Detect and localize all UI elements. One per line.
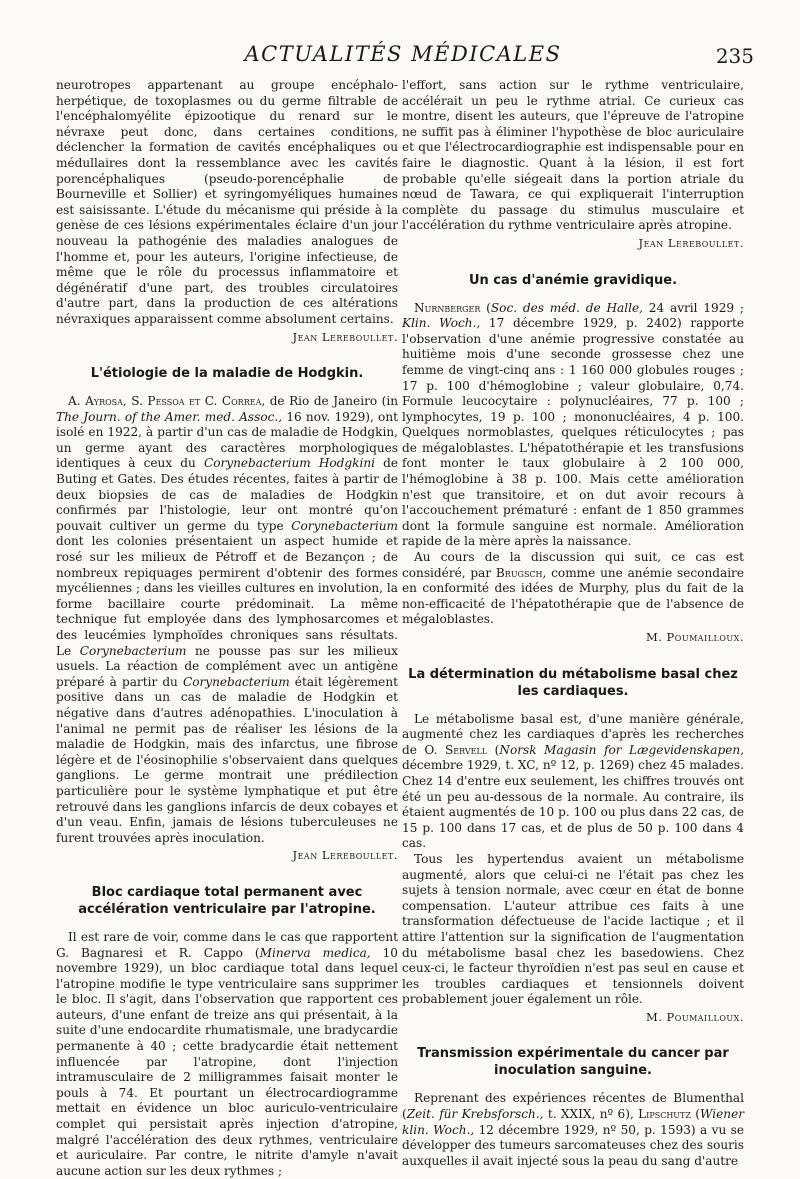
article-heading-metabolisme: La détermination du métabolisme basal chez les cardiaques. <box>408 666 738 699</box>
article-heading-hodgkin: L'étiologie de la maladie de Hodgkin. <box>90 366 364 382</box>
signature: Jean Lereboullet. <box>292 329 398 344</box>
page-header <box>52 42 754 72</box>
paragraph-metabolisme: Le métabolisme basal est, d'une manière générale, augmenté chez les cardiaques d'après les recherches de O. Servell (Norsk Magasin for Lægevidenskapen, décembre 1929, t. XC, nº 12, p. 1269) chez 45 malades. Chez 14 d'entre eux seulement, les chiffres trouvés ont été un peu au-dessous de la normale. Au contraire, ils étaient augmentés de 10 p. 100 ou plus dans 22 cas, de 15 p. 100 dans 17 cas, et de plus de 50 p. 100 dans 4 cas. <box>402 711 745 851</box>
paragraph-anemie-discussion: Au cours de la discussion qui suit, ce cas est considéré, par Brugsch, comme une anémie secondaire en conformité des idées de Murphy, plus du fait de la non-efficacité de l'hépatothérapie que de l'absence de mégaloblastes. <box>402 550 744 627</box>
paragraph-bloc-continued: l'effort, sans action sur le rythme ventriculaire, accélérait un peu le rythme atrial. Ce curieux cas montre, disent les auteurs, que l'épreuve de l'atropine ne suffit pas à éliminer l'hypothèse de bloc auriculaire et que l'électrocardiographie est indispensable pour en faire le diagnostic. Quant à la lésion, il est fort probable qu'elle siégeait dans la portion atriale du nœud de Tawara, ce qui expliquerait l'interruption complète du passage du stimulus musculaire et l'accélération du rythme ventriculaire après atropine. <box>402 78 744 233</box>
paragraph-bloc: Il est rare de voir, comme dans le cas que rapportent G. Bagnaresi et R. Cappo (Minerva medica, 10 novembre 1929), un bloc cardiaque total dans lequel l'atropine modifie le type ventriculaire sans supprimer le bloc. Il s'agit, dans l'observation que rapportent ces auteurs, d'une enfant de treize ans qui présentait, à la suite d'une endocardite rhumatismale, une bradycardie permanente à 40 ; cette bradycardie était nettement influencée par l'atropine, dont l'injection intramusculaire de 2 milligrammes faisait monter le pouls à 74. Et pourtant un électrocardiogramme mettait en évidence un bloc auriculo-ventriculaire complet qui persistait après injection d'atropine, malgré l'accélération des deux rythmes, ventriculaire et auriculaire. Par contre, le nitrite d'amyle n'avait aucune action sur les deux rythmes ; <box>56 929 398 1178</box>
article-heading-bloc: Bloc cardiaque total permanent avec accélération ventriculaire par l'atropine. <box>78 884 376 917</box>
left-column <box>56 78 398 1179</box>
paragraph-anemie: Nurnberger (Soc. des méd. de Halle, 24 avril 1929 ; Klin. Woch., 17 décembre 1929, p. 2402) rapporte l'observation d'une anémie progressive constatée au huitième mois d'une seconde grossesse chez une femme de vingt-cinq ans : 1 160 000 globules rouges ; 17 p. 100 d'hémoglobine ; valeur globulaire, 0,74. Formule leucocytaire : polynucléaires, 77 p. 100 ; lymphocytes, 19 p. 100 ; mononucléaires, 4 p. 100. Quelques normoblastes, quelques réticulocytes ; pas de mégaloblastes. L'hépatothérapie et les transfusions font monter le taux globulaire à 2 100 000, l'hémoglobine à 38 p. 100. Mais cette amélioration n'est que transitoire, et on dut avoir recours à l'accouchement prématuré : enfant de 1 850 grammes dont la formule sanguine est normale. Amélioration rapide de la mère après la naissance. <box>402 300 744 549</box>
paragraph-metabolisme-2: Tous les hypertendus avaient un métabolisme augmenté, alors que celui-ci ne l'était pas chez les sujets à tension normale, avec cœur en état de bonne compensation. L'auteur attribue ces faits à une transformation défectueuse de l'acide lactique ; et il attire l'attention sur la signification de l'augmentation du métabolisme basal chez les basedowiens. Chez ceux-ci, le facteur thyroïdien n'est pas seul en cause et les troubles cardiaques et tensionnels doivent probablement jouer également un rôle. <box>402 851 744 1007</box>
right-column <box>402 78 744 1169</box>
article-heading-anemie: Un cas d'anémie gravidique. <box>468 272 678 288</box>
signature: Jean Lereboullet. <box>638 235 744 250</box>
page-number: 235 <box>715 44 754 68</box>
signature: Jean Lereboullet. <box>292 848 398 863</box>
paragraph-transmission: Reprenant des expériences récentes de Blumenthal (Zeit. für Krebsforsch., t. XXIX, nº 6), Lipschutz (Wiener klin. Woch., 12 décembre 1929, nº 50, p. 1593) a vu se développer des tumeurs sarcomateuses chez des souris auxquelles il avait injecté sous la peau du sang d'autre <box>402 1091 745 1168</box>
paragraph-hodgkin: A. Ayrosa, S. Pessoa et C. Correa, de Rio de Janeiro (in The Journ. of the Amer. med. Assoc., 16 nov. 1929), ont isolé en 1922, à partir d'un cas de maladie de Hodgkin, un germe ayant des caractères morphologiques identiques à ceux du Corynebacterium Hodgkini de Buting et Gates. Des études récentes, faites à partir de deux biopsies de cas de maladies de Hodgkin confirmés par l'histologie, leur ont montré qu'on pouvait cultiver un germe du type Corynebacterium dont les colonies présentaient un aspect humide et rosé sur les milieux de Pétroff et de Bezançon ; de nombreux repiquages permirent d'obtenir des formes mycéliennes ; dans les vieilles cultures en involution, la forme bacillaire courte prédominait. La même technique fut employée dans des lymphosarcomes et des leucémies lymphoïdes chroniques sans résultats. Le Corynebacterium ne pousse pas sur les milieux usuels. La réaction de complément avec un antigène préparé à partir du Corynebacterium était légèrement positive dans un cas de maladie de Hodgkin et négative dans d'autres adénopathies. L'inoculation à l'animal ne permit pas de réaliser les lésions de la maladie de Hodgkin, mais des infarctus, une fibrose légère et de l'éosinophilie s'observaient dans quelques ganglions. Le germe montrait une prédilection particulière pour le système lymphatique et put être retrouvé dans les ganglions infarcis de deux cobayes et d'un veau. Enfin, jamais de lésions tuberculeuses ne furent trouvées après inoculation. <box>56 394 399 845</box>
paragraph-intro: neurotropes appartenant au groupe encéphalo-herpétique, de toxoplasmes ou du germe filtrable de l'encéphalomyélite épizootique du renard sur le névraxe peut donc, dans certaines conditions, déclencher la formation de cavités encéphaliques ou médullaires dont la ressemblance avec les cavités porencéphaliques (pseudo-porencéphalie de Bourneville et Sollier) et syringomyéliques humaines est saisissante. L'étude du mécanisme qui préside à la genèse de ces lésions expérimentales éclaire d'un jour nouveau la pathogénie des maladies analogues de l'homme et, pour les auteurs, l'origine infectieuse, de même que le rôle du processus inflammatoire et dégénératif d'une part, des troubles circulatoires d'autre part, dans la production de ces altérations névraxiques apparaissent comme absolument certains. <box>56 78 398 326</box>
running-title: ACTUALITÉS MÉDICALES <box>244 42 562 66</box>
signature: M. Poumailloux. <box>645 630 744 644</box>
signature: M. Poumailloux. <box>645 1009 744 1024</box>
article-heading-transmission: Transmission expérimentale du cancer par inoculation sanguine. <box>417 1046 729 1079</box>
